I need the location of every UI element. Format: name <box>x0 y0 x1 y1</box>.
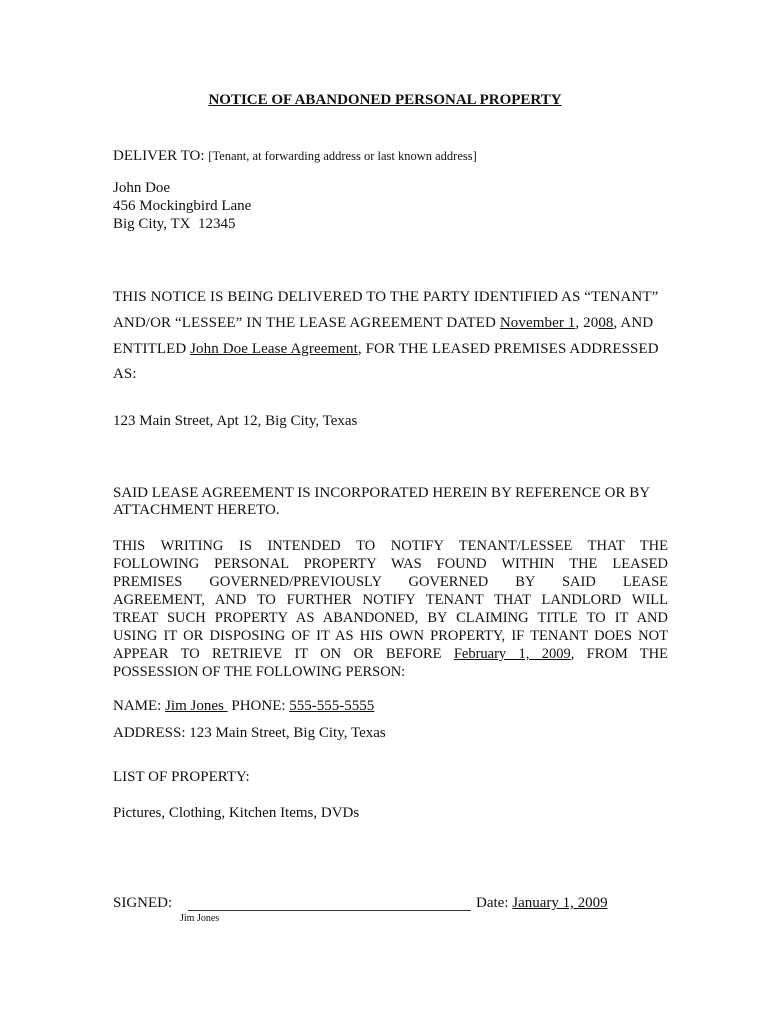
contact-name-line <box>113 698 374 715</box>
contact-address: 123 Main Street, Big City, Texas <box>189 725 386 741</box>
contact-name: Jim Jones <box>165 698 228 714</box>
deliver-to-label: DELIVER TO: <box>113 148 205 164</box>
intent-line-3: PREMISES GOVERNED/PREVIOUSLY GOVERNED BY SAID LEASE <box>113 574 668 590</box>
contact-address-line <box>113 725 386 742</box>
signer-name: Jim Jones <box>180 913 220 924</box>
notice-line-3 <box>113 341 659 358</box>
notice-line-2-text-c: , AND <box>613 315 654 331</box>
intent-line-4: AGREEMENT, AND TO FURTHER NOTIFY TENANT THAT LANDLORD WILL <box>113 592 668 608</box>
notice-line-2-text: AND/OR “LESSEE” IN THE LEASE AGREEMENT DATED <box>113 315 500 331</box>
signature-line[interactable] <box>188 910 471 911</box>
incorporation-line-2: ATTACHMENT HERETO. <box>113 502 280 518</box>
recipient-street: 456 Mockingbird Lane <box>113 198 252 214</box>
signature-date-line <box>476 895 608 912</box>
name-label: NAME: <box>113 698 166 714</box>
lease-title: John Doe Lease Agreement <box>190 341 358 357</box>
signature-date: January 1, 2009 <box>512 895 608 911</box>
deliver-to-hint: [Tenant, at forwarding address or last known address] <box>208 149 477 163</box>
contact-phone: 555-555-5555 <box>289 698 375 714</box>
document-title: NOTICE OF ABANDONED PERSONAL PROPERTY <box>208 92 562 108</box>
lease-date: November 1 <box>499 315 576 331</box>
phone-label: PHONE: <box>227 698 290 714</box>
signed-label: SIGNED: <box>113 895 173 911</box>
intent-line-7-text-b: , FROM THE <box>570 646 668 662</box>
premises-address: 123 Main Street, Apt 12, Big City, Texas <box>113 413 358 429</box>
date-label: Date: <box>476 895 513 911</box>
intent-line-7 <box>113 645 668 663</box>
incorporation-line-1: SAID LEASE AGREEMENT IS INCORPORATED HEREIN BY REFERENCE OR BY <box>113 485 651 501</box>
property-list-label: LIST OF PROPERTY: <box>113 769 250 785</box>
notice-line-3-text-b: , FOR THE LEASED PREMISES ADDRESSED <box>357 341 659 357</box>
notice-line-4: AS: <box>113 366 137 382</box>
notice-line-3-text: ENTITLED <box>113 341 191 357</box>
address-label: ADDRESS: <box>113 725 190 741</box>
recipient-name: John Doe <box>113 180 171 196</box>
intent-line-2: FOLLOWING PERSONAL PROPERTY WAS FOUND WITHIN THE LEASED <box>113 556 668 572</box>
notice-line-2-text-b: , 20 <box>575 315 599 331</box>
deliver-to-line <box>113 148 477 165</box>
intent-line-5: TREAT SUCH PROPERTY AS ABANDONED, BY CLAIMING TITLE TO IT AND <box>113 610 668 626</box>
lease-year: 08 <box>598 315 614 331</box>
intent-line-6: USING IT OR DISPOSING OF IT AS HIS OWN PROPERTY, IF TENANT DOES NOT <box>113 628 668 644</box>
intent-line-8: POSSESSION OF THE FOLLOWING PERSON: <box>113 664 406 680</box>
notice-line-1: THIS NOTICE IS BEING DELIVERED TO THE PARTY IDENTIFIED AS “TENANT” <box>113 289 659 305</box>
recipient-city: Big City, TX 12345 <box>113 216 236 232</box>
intent-line-7-text: APPEAR TO RETRIEVE IT ON OR BEFORE <box>113 646 454 662</box>
retrieve-by-date: February 1, 2009 <box>453 646 571 662</box>
notice-line-2 <box>113 315 653 332</box>
intent-line-1: THIS WRITING IS INTENDED TO NOTIFY TENANT/LESSEE THAT THE <box>113 538 668 554</box>
property-items: Pictures, Clothing, Kitchen Items, DVDs <box>113 805 360 821</box>
